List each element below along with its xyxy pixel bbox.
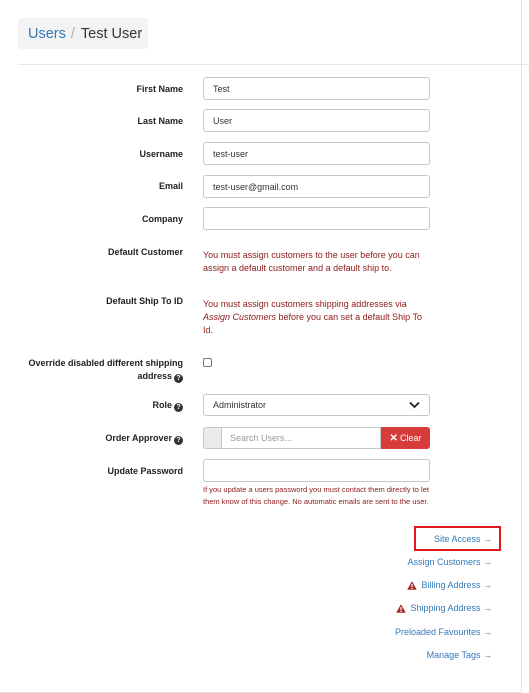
order-approver-picker [203, 427, 430, 449]
preloaded-favourites-link[interactable]: Preloaded Favourites → [394, 627, 492, 637]
help-icon[interactable]: ? [174, 403, 183, 412]
order-approver-label [105, 432, 183, 445]
breadcrumb-users-link[interactable]: Users [28, 25, 66, 42]
role-select-value: Administrator [213, 400, 267, 410]
warning-icon [407, 581, 417, 590]
assign-customers-link[interactable]: Assign Customers → [407, 557, 492, 567]
last-name-field[interactable]: User [203, 109, 430, 132]
update-password-label: Update Password [107, 466, 183, 476]
breadcrumb-current: Test User [80, 25, 143, 42]
manage-tags-link[interactable]: Manage Tags → [426, 650, 492, 660]
clear-button[interactable] [381, 427, 430, 449]
first-name-field[interactable]: Test [203, 77, 430, 100]
default-customer-label: Default Customer [107, 247, 183, 257]
role-select[interactable] [203, 394, 430, 416]
breadcrumb [18, 18, 148, 49]
override-shipping-label-line1: Override disabled different shipping [28, 358, 183, 368]
update-password-field[interactable] [203, 459, 430, 482]
site-access-link[interactable]: Site Access → [433, 534, 492, 544]
chevron-down-icon [409, 401, 420, 409]
order-approver-search-input[interactable]: Search Users... [221, 427, 381, 449]
shipping-address-link[interactable] [396, 602, 492, 615]
default-ship-to-message [203, 298, 428, 337]
first-name-label: First Name [136, 84, 183, 94]
override-shipping-label [28, 357, 183, 383]
default-ship-to-message-post: before you can set a default Ship To Id. [203, 312, 422, 335]
last-name-label: Last Name [137, 116, 183, 126]
override-shipping-label-line2: address [137, 371, 172, 381]
order-approver-addon [203, 427, 221, 449]
order-approver-label-text: Order Approver [105, 433, 172, 443]
help-icon[interactable]: ? [174, 436, 183, 445]
close-icon: ✕ [389, 432, 398, 444]
username-field[interactable]: test-user [203, 142, 430, 165]
company-field[interactable] [203, 207, 430, 230]
default-ship-to-label: Default Ship To ID [106, 296, 183, 306]
clear-button-label: Clear [399, 433, 422, 443]
breadcrumb-separator: / [70, 25, 75, 42]
email-field[interactable]: test-user@gmail.com [203, 175, 430, 198]
billing-address-label: Billing Address → [421, 580, 492, 590]
company-label: Company [141, 214, 183, 224]
override-shipping-checkbox[interactable] [203, 358, 212, 367]
default-ship-to-message-pre: You must assign customers shipping addresses via [203, 299, 407, 309]
header-divider [18, 64, 529, 65]
default-customer-message: You must assign customers to the user before you can assign a default customer and a default ship to. [203, 250, 420, 273]
warning-icon [396, 604, 406, 613]
shipping-address-label: Shipping Address → [410, 603, 492, 613]
billing-address-link[interactable] [407, 579, 492, 592]
role-label [152, 399, 183, 412]
email-label: Email [158, 181, 183, 191]
help-icon[interactable]: ? [174, 374, 183, 383]
role-label-text: Role [152, 400, 172, 410]
assign-customers-emphasis: Assign Customers [203, 312, 277, 322]
update-password-message: If you update a users password you must contact them directly to let them know of this change. No automatic emails are sent to the user. [203, 485, 429, 506]
username-label: Username [139, 149, 183, 159]
